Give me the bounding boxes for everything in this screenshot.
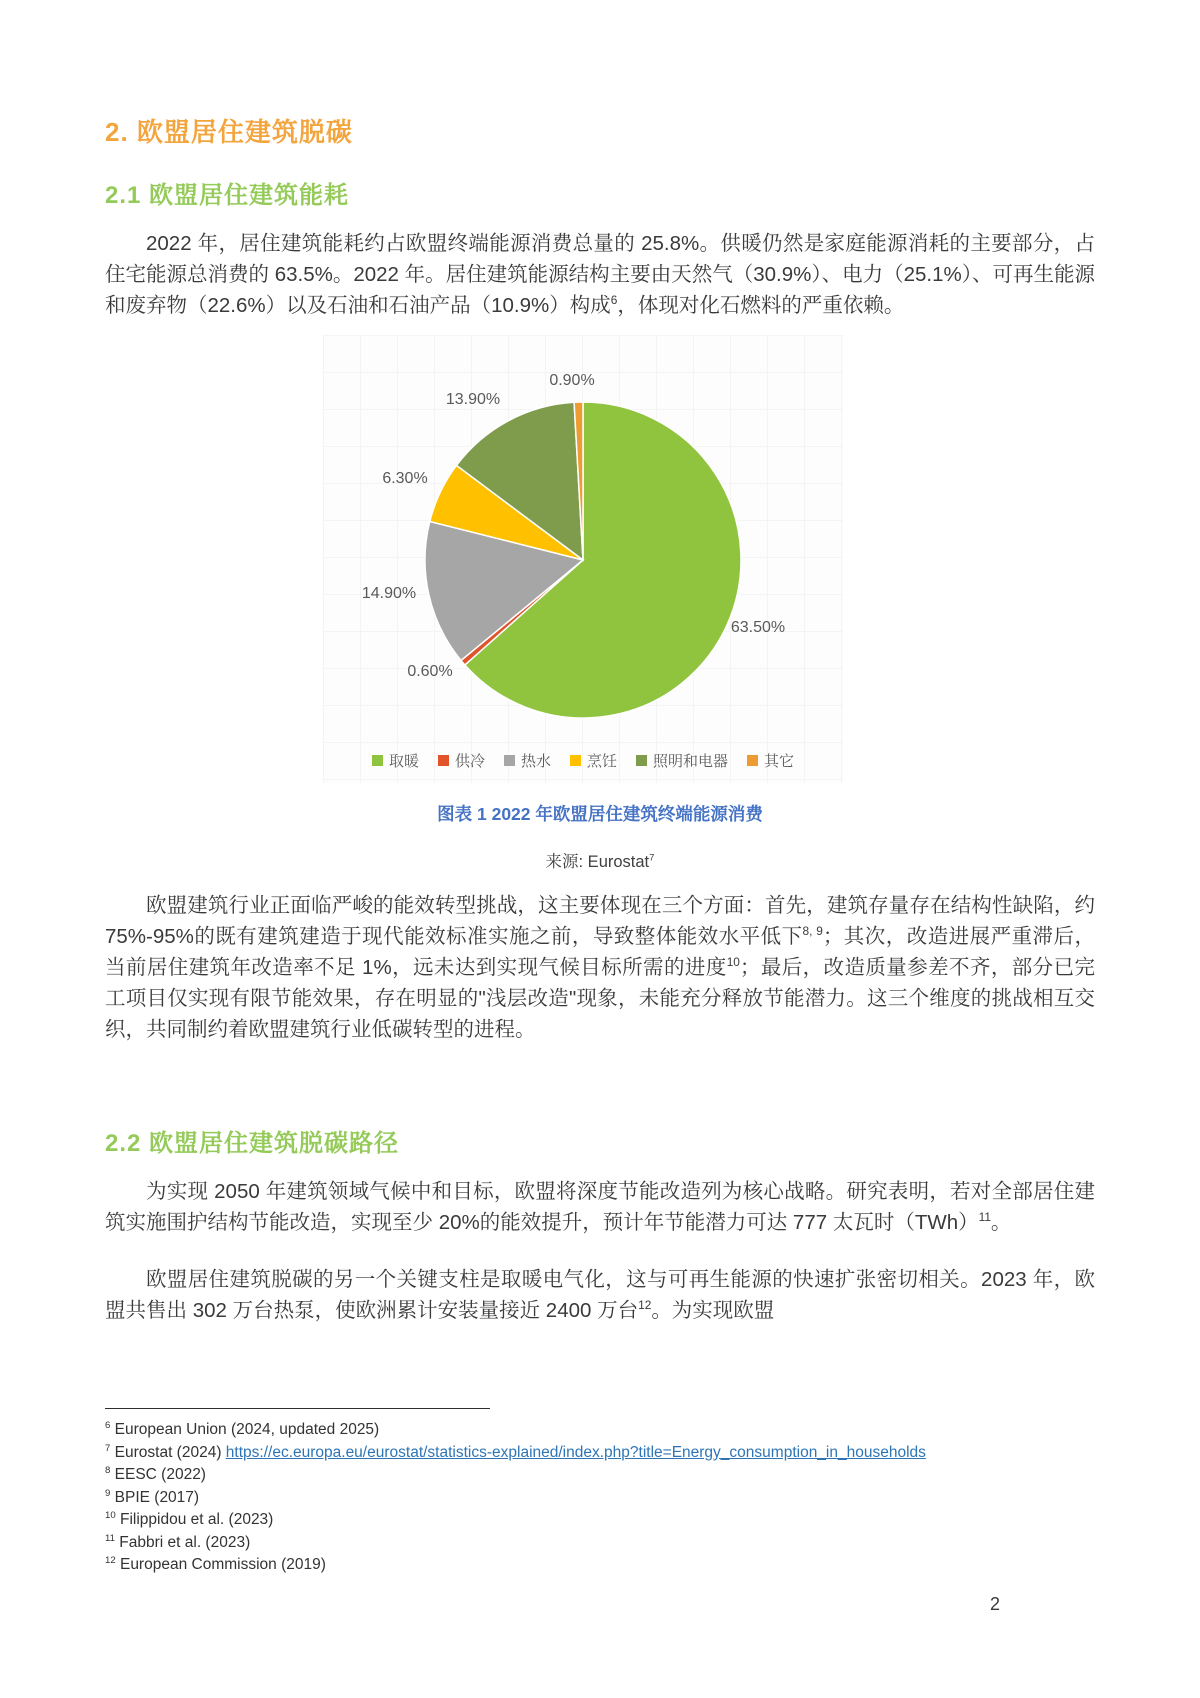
- footnote-marker: 6: [105, 1419, 111, 1431]
- pie-chart: [323, 335, 843, 745]
- source-text: 来源: Eurostat: [545, 853, 650, 871]
- section-heading-2-2: 2.2 欧盟居住建筑脱碳路径: [105, 1130, 400, 1157]
- pie-data-label: 63.50%: [730, 619, 786, 636]
- footnote-item: $^9$ BPIE (2017): [105, 1487, 200, 1506]
- legend-item-热水: [504, 750, 551, 771]
- legend-swatch-icon: [570, 755, 581, 766]
- legend-swatch-icon: [438, 755, 449, 766]
- paragraph-challenges: 欧盟建筑行业正面临严峻的能效转型挑战，这主要体现在三个方面：首先，建筑存量存在结构性缺陷，约 75%-95%的既有建筑建造于现代能效标准实施之前，导致整体能效水平低下$^{8, 9}$；其次，改造进展严重滞后，当前居住建筑年改造率不足 1%，远未达到实现气候目标所需的进度$^{10}$；最后，改造质量参差不齐，部分已完工项目仅实现有限节能效果，存在明显的"浅层改造"现象，未能充分释放节能潜力。这三个维度的挑战相互交织，共同制约着欧盟建筑行业低碳转型的进程。: [105, 894, 1095, 1041]
- footnote-separator: [105, 1408, 490, 1409]
- footnotes-list: [105, 1419, 1095, 1577]
- legend-label: 其它: [764, 752, 795, 770]
- legend-label: 热水: [520, 752, 551, 770]
- footnote-item: $^8$ EESC (2022): [105, 1464, 206, 1483]
- legend-item-供冷: [438, 750, 485, 771]
- pie-data-label: 14.90%: [361, 585, 417, 602]
- page-number: 2: [990, 1594, 1001, 1614]
- footnote-marker: 10: [105, 1509, 116, 1521]
- legend-label: 取暖: [388, 752, 419, 770]
- footnote-marker: 12: [105, 1554, 116, 1566]
- footnote-reference: 8, 9: [802, 924, 823, 939]
- legend-swatch-icon: [504, 755, 515, 766]
- paragraph-energy-consumption: 2022 年，居住建筑能耗约占欧盟终端能源消费总量的 25.8%。供暖仍然是家庭能源消耗的主要部分，占住宅能源总消费的 63.5%。2022 年。居住建筑能源结构主要由天然气（30.9%）、电力（25.1%）、可再生能源和废弃物（22.6%）以及石油和石油产品（10.9%）构成$^6$，体现对化石燃料的严重依赖。: [105, 232, 1095, 317]
- legend-swatch-icon: [372, 755, 383, 766]
- footnotes-section: [105, 1408, 1095, 1577]
- footnote-item: $^6$ European Union (2024, updated 2025): [105, 1419, 380, 1438]
- pie-data-label: 0.90%: [549, 372, 595, 389]
- footnote-reference: 6: [610, 293, 618, 308]
- footnote-marker: 8: [105, 1464, 111, 1476]
- figure-source: [105, 848, 1095, 872]
- legend-item-其它: [747, 750, 794, 771]
- section-heading-2: 2. 欧盟居住建筑脱碳: [105, 117, 353, 147]
- figure-1-block: [105, 335, 1095, 872]
- footnote-item: $^7$ Eurostat (2024) https://ec.europa.eu/eurostat/statistics-explained/index.php?title=Energy_consumption_in_households: [105, 1442, 926, 1461]
- paragraph-heat-pumps: 欧盟居住建筑脱碳的另一个关键支柱是取暖电气化，这与可再生能源的快速扩张密切相关。2023 年，欧盟共售出 302 万台热泵，使欧洲累计安装量接近 2400 万台$^{12}$。为实现欧盟: [105, 1268, 1095, 1322]
- pie-data-label: 6.30%: [382, 470, 428, 487]
- footnote-marker: 11: [105, 1532, 115, 1544]
- footnote-reference: 12: [638, 1298, 652, 1313]
- legend-item-取暖: [372, 750, 419, 771]
- source-superscript: 7: [649, 852, 655, 864]
- legend-label: 烹饪: [587, 752, 618, 770]
- footnote-item: $^{12}$ European Commission (2019): [105, 1554, 326, 1573]
- footnote-item: $^{11}$ Fabbri et al. (2023): [105, 1532, 251, 1551]
- chart-legend: [323, 751, 843, 769]
- footnote-reference: 11: [978, 1210, 991, 1225]
- footnote-marker: 9: [105, 1487, 111, 1499]
- legend-item-烹饪: [570, 750, 617, 771]
- footnote-marker: 7: [105, 1442, 111, 1454]
- footnote-item: $^{10}$ Filippidou et al. (2023): [105, 1509, 274, 1528]
- footnote-link[interactable]: https://ec.europa.eu/eurostat/statistics-explained/index.php?title=Energy_consumption_in_households: [225, 1443, 926, 1461]
- paragraph-renovation-strategy: 为实现 2050 年建筑领域气候中和目标，欧盟将深度节能改造列为核心战略。研究表明，若对全部居住建筑实施围护结构节能改造，实现至少 20%的能效提升，预计年节能潜力可达 777 太瓦时（TWh）$^{11}$。: [105, 1180, 1095, 1234]
- section-heading-2-1: 2.1 欧盟居住建筑能耗: [105, 182, 350, 209]
- pie-data-label: 0.60%: [407, 663, 453, 680]
- pie-chart-figure: [323, 335, 843, 783]
- legend-label: 照明和电器: [653, 752, 729, 770]
- footnote-reference: 10: [726, 955, 740, 970]
- figure-caption: 图表 1 2022 年欧盟居住建筑终端能源消费: [437, 804, 763, 824]
- pie-data-label: 13.90%: [445, 391, 501, 408]
- legend-swatch-icon: [636, 755, 647, 766]
- legend-label: 供冷: [454, 752, 485, 770]
- legend-item-照明和电器: [636, 750, 728, 771]
- legend-swatch-icon: [747, 755, 758, 766]
